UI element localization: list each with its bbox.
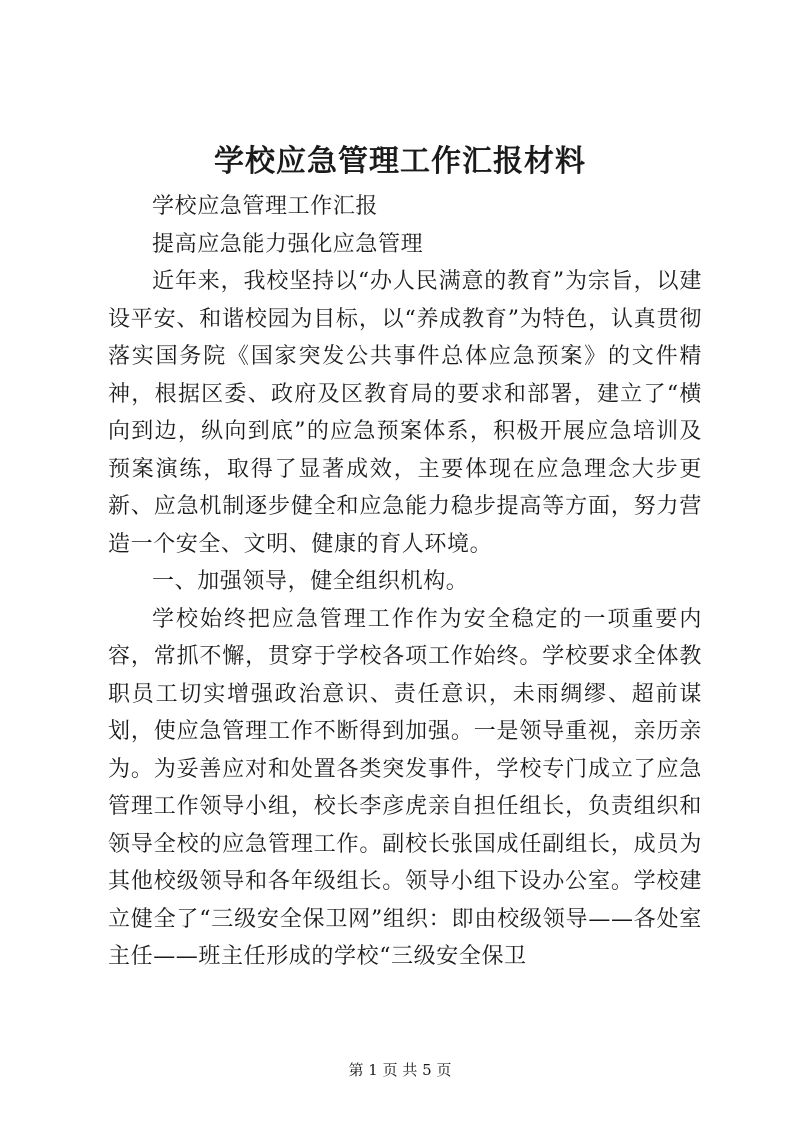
section-heading: 一、加强领导，健全组织机构。 [152, 569, 469, 594]
document-title: 学校应急管理工作汇报材料 [214, 144, 586, 179]
theme-paragraph: 提高应急能力强化应急管理 [152, 231, 424, 257]
page-footer: 第 1 页 共 5 页 [348, 1061, 452, 1079]
document-body [108, 188, 702, 976]
body-paragraph: 学校始终把应急管理工作作为安全稳定的一项重要内容，常抓不懈，贯穿于学校各项工作始终。学校要求全体教职员工切实增强政治意识、责任意识，未雨绸缪、超前谋划，使应急管理工作不断得到加强。一是领导重视，亲历亲为。为妥善应对和处置各类突发事件，学校专门成立了应急管理工作领导小组，校长李彦虎亲自担任组长，负责组织和领导全校的应急管理工作。副校长张国成任副组长，成员为其他校级领导和各年级组长。领导小组下设办公室。学校建立健全了“三级安全保卫网”组织：即由校级领导——各处室主任——班主任形成的学校“三级安全保卫 [108, 606, 702, 969]
intro-paragraph: 近年来，我校坚持以“办人民满意的教育”为宗旨，以建设平安、和谐校园为目标，以“养成教育”为特色，认真贯彻落实国务院《国家突发公共事件总体应急预案》的文件精神，根据区委、政府及区教育局的要求和部署，建立了“横向到边，纵向到底”的应急预案体系，积极开展应急培训及预案演练，取得了显著成效，主要体现在应急理念大步更新、应急机制逐步健全和应急能力稳步提高等方面，努力营造一个安全、文明、健康的育人环境。 [108, 269, 702, 557]
subtitle-paragraph: 学校应急管理工作汇报 [152, 194, 379, 219]
